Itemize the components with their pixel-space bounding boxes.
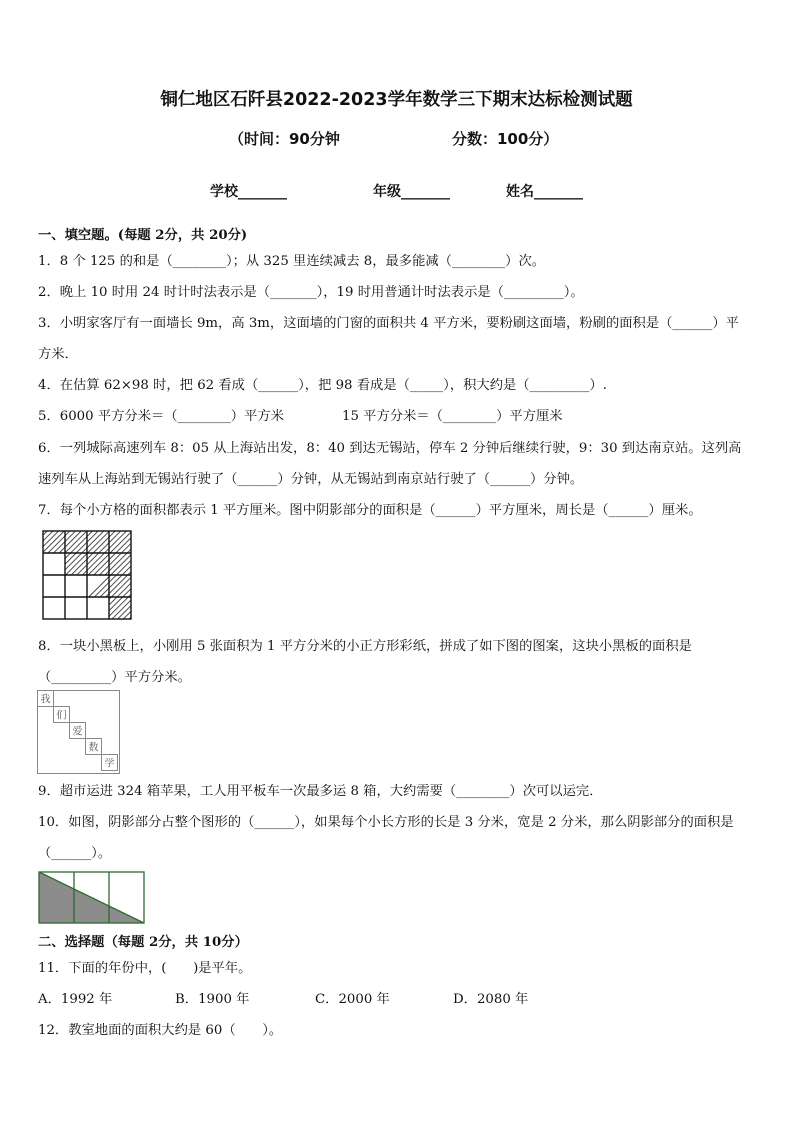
question-11: 11．下面的年份中，( )是平年。 (38, 961, 252, 976)
exam-score: 分数：100分） (452, 130, 559, 148)
q11-option-b: B．1900 年 (175, 992, 250, 1007)
q10-rectangles-figure (38, 871, 146, 925)
question-3-line1: 3．小明家客厅有一面墙长 9m，高 3m，这面墙的门窗的面积共 4 平方米，要粉刷这面墙，粉刷的面积是（______）平 (38, 316, 739, 331)
q7-grid-figure (42, 530, 132, 620)
grade-field: 年级_______ (373, 184, 450, 200)
q8-char-3: 爱 (72, 726, 83, 738)
q8-char-2: 们 (56, 710, 67, 722)
question-8-line1: 8．一块小黑板上，小刚用 5 张面积为 1 平方分米的小正方形彩纸，拼成了如下图的图案，这块小黑板的面积是 (38, 639, 692, 654)
name-field: 姓名_______ (506, 184, 583, 200)
section1-heading: 一、填空题。(每题 2分，共 20分) (38, 228, 248, 243)
q8-blackboard-figure (37, 690, 121, 775)
q11-option-a: A．1992 年 (38, 992, 113, 1007)
question-8-line2: （_________）平方分米。 (38, 670, 191, 685)
question-6-line2: 速列车从上海站到无锡站行驶了（______）分钟，从无锡站到南京站行驶了（______）分钟。 (38, 472, 584, 487)
school-field: 学校_______ (210, 184, 287, 200)
q11-option-d: D．2080 年 (453, 992, 529, 1007)
q8-char-4: 数 (88, 742, 99, 754)
question-9: 9．超市运进 324 箱苹果，工人用平板车一次最多运 8 箱，大约需要（________）次可以运完． (38, 784, 603, 799)
question-3-line2: 方米． (38, 347, 78, 362)
question-12: 12．教室地面的面积大约是 60（ ）。 (38, 1023, 283, 1038)
exam-title: 铜仁地区石阡县2022-2023学年数学三下期末达标检测试题 (160, 90, 633, 110)
q8-char-5: 学 (104, 758, 115, 770)
question-10-line1: 10．如图，阴影部分占整个图形的（______），如果每个小长方形的长是 3 分米，宽是 2 分米，那么阴影部分的面积是 (38, 815, 734, 830)
question-4: 4．在估算 62×98 时，把 62 看成（______），把 98 看成是（_____），积大约是（_________）. (38, 378, 607, 393)
question-7: 7．每个小方格的面积都表示 1 平方厘米。图中阴影部分的面积是（______）平方厘米，周长是（______）厘米。 (38, 503, 702, 518)
q11-option-c: C．2000 年 (315, 992, 390, 1007)
question-10-line2: （______）。 (38, 846, 112, 861)
question-6-line1: 6．一列城际高速列车 8：05 从上海站出发，8：40 到达无锡站，停车 2 分钟后继续行驶，9：30 到达南京站。这列高 (38, 441, 742, 456)
question-5a: 5．6000 平方分米＝（________）平方米 (38, 409, 284, 424)
exam-time: （时间：90分钟 (229, 130, 340, 148)
section2-heading: 二、选择题（每题 2分，共 10分） (38, 935, 248, 950)
q8-char-1: 我 (40, 694, 51, 706)
question-5b: 15 平方分米＝（________）平方厘米 (342, 409, 563, 424)
question-2: 2．晚上 10 时用 24 时计时法表示是（_______），19 时用普通计时法表示是（_________）。 (38, 285, 584, 300)
question-1: 1．8 个 125 的和是（________）；从 325 里连续减去 8，最多能减（________）次。 (38, 254, 546, 269)
